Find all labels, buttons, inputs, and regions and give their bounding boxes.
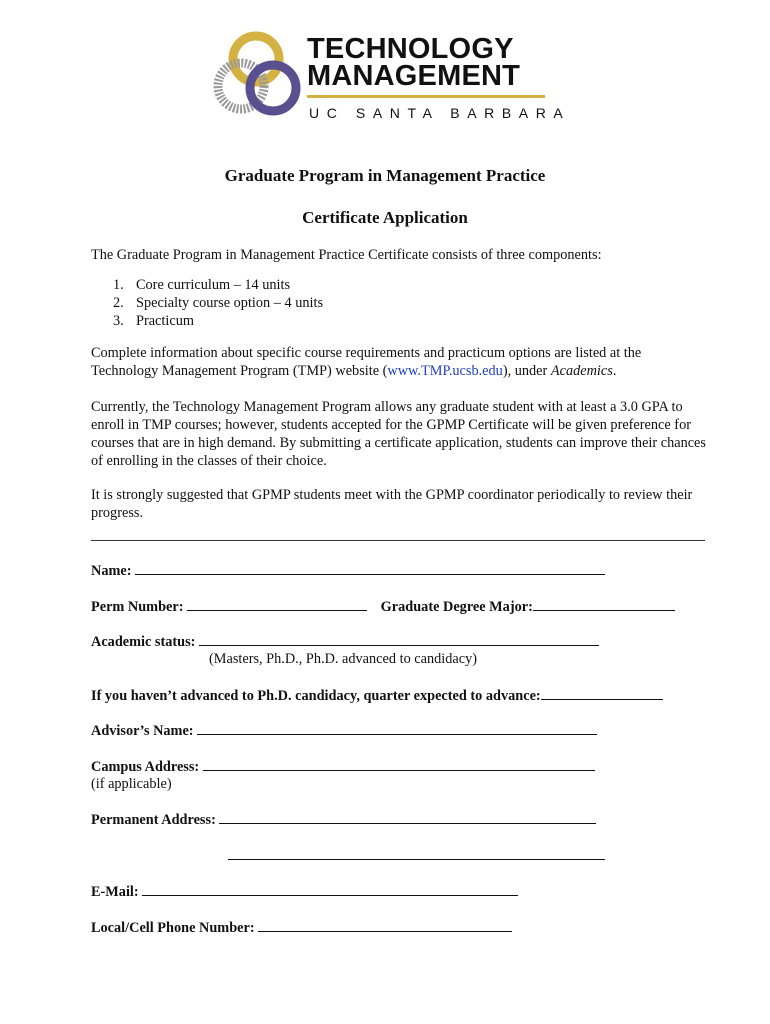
- logo-gold-rule: [307, 95, 545, 98]
- degree-major-field[interactable]: [533, 597, 675, 611]
- phone-row: [91, 918, 512, 937]
- list-item-number: 1.: [113, 277, 124, 293]
- email-row: [91, 882, 518, 901]
- degree-major-label: Graduate Degree Major:: [380, 599, 533, 615]
- email-label: E-Mail:: [91, 884, 139, 900]
- logo-line-management: MANAGEMENT: [307, 60, 521, 92]
- advisor-row: [91, 721, 597, 740]
- academic-status-field[interactable]: [199, 632, 599, 646]
- campus-address-field[interactable]: [203, 757, 595, 771]
- name-field[interactable]: [135, 561, 605, 575]
- list-item: [113, 294, 323, 312]
- logo-line-technology: TECHNOLOGY: [307, 33, 514, 65]
- paragraph-text: .: [612, 363, 617, 379]
- list-item-text: Specialty course option – 4 units: [136, 295, 324, 311]
- campus-address-hint: (if applicable): [91, 776, 172, 792]
- permanent-address-label: Permanent Address:: [91, 812, 216, 828]
- academic-status-hint: (Masters, Ph.D., Ph.D. advanced to candidacy): [209, 651, 477, 667]
- permanent-address-field-line2[interactable]: [228, 846, 605, 860]
- list-item-text: Core curriculum – 14 units: [136, 277, 291, 293]
- phone-label: Local/Cell Phone Number:: [91, 920, 255, 936]
- tmp-website-link[interactable]: www.TMP.ucsb.edu: [387, 363, 503, 379]
- section-divider: [91, 540, 705, 541]
- email-field[interactable]: [142, 882, 518, 896]
- eligibility-paragraph: Currently, the Technology Management Program allows any graduate student with at least a 3.0 GPA to enroll in TMP courses; however, students accepted for the GPMP Certificate will be given preference for courses that are in high demand. By submitting a certificate application, students can improve their chances of enrolling in the classes of their choice.: [91, 399, 706, 469]
- paragraph-text: ), under: [502, 363, 551, 379]
- campus-address-row: [91, 757, 595, 776]
- course-info-paragraph: [91, 344, 706, 380]
- perm-number-field[interactable]: [187, 597, 367, 611]
- permanent-address-row: [91, 810, 596, 829]
- phone-field[interactable]: [258, 918, 512, 932]
- logo-rings-icon: [212, 30, 302, 120]
- candidacy-row: [91, 686, 663, 705]
- candidacy-quarter-field[interactable]: [541, 686, 663, 700]
- list-item-text: Practicum: [136, 313, 194, 329]
- list-item-number: 2.: [113, 295, 124, 311]
- permanent-address-field[interactable]: [219, 810, 596, 824]
- components-list: [113, 276, 323, 330]
- logo-wordmark: [307, 33, 521, 92]
- academics-emphasis: Academics: [550, 363, 613, 379]
- advising-paragraph: It is strongly suggested that GPMP students meet with the GPMP coordinator periodically to review their progress.: [91, 487, 693, 521]
- advisor-field[interactable]: [197, 721, 597, 735]
- paragraph-text: Complete information about specific course requirements and practicum options are listed at the Technology Management Program (TMP) website (: [91, 345, 642, 379]
- campus-address-label: Campus Address:: [91, 759, 200, 775]
- permanent-address-line2-row: [228, 846, 605, 865]
- perm-row: [91, 597, 675, 616]
- name-label: Name:: [91, 563, 132, 579]
- intro-text: The Graduate Program in Management Practice Certificate consists of three components:: [91, 247, 602, 263]
- logo-campus: UC SANTA BARBARA: [309, 105, 571, 121]
- perm-number-label: Perm Number:: [91, 599, 184, 615]
- advisor-label: Advisor’s Name:: [91, 723, 194, 739]
- academic-status-label: Academic status:: [91, 634, 196, 650]
- technology-management-logo: [212, 30, 571, 121]
- list-item: [113, 312, 323, 330]
- document-title: Graduate Program in Management Practice: [224, 166, 546, 185]
- name-row: [91, 561, 605, 580]
- list-item-number: 3.: [113, 313, 124, 329]
- list-item: [113, 276, 323, 294]
- academic-status-row: [91, 632, 599, 651]
- document-subtitle: Certificate Application: [302, 208, 468, 227]
- candidacy-label: If you haven’t advanced to Ph.D. candidacy, quarter expected to advance:: [91, 688, 541, 704]
